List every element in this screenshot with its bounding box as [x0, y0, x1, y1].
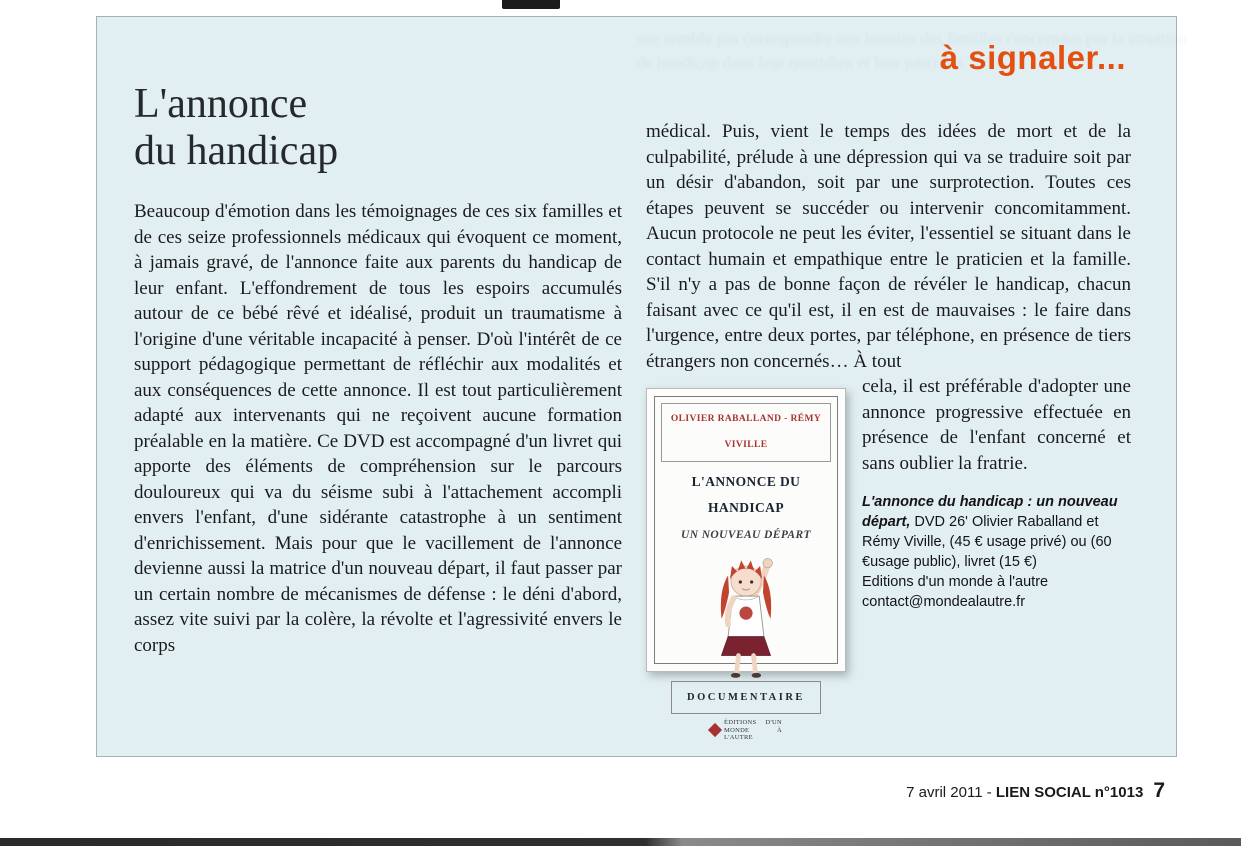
dvd-cover — [646, 388, 846, 741]
caption-details: DVD 26' Olivier Raballand et Rémy Viville, (45 € usage privé) ou (60 €usage public), livret (15 €) — [862, 514, 1112, 570]
publisher-name: ÉDITIONS D'UN MONDE À L'AUTRE — [724, 719, 782, 741]
footer-journal-name: LIEN SOCIAL n°1013 — [995, 784, 1144, 801]
left-column — [134, 199, 622, 658]
dvd-cover-authors: OLIVIER RABALLAND - RÉMY VIVILLE — [661, 403, 831, 462]
body-paragraph-left: Beaucoup d'émotion dans les témoignages de ces six familles et de ces seize professionnels médicaux qui évoquent ce moment, à jamais gravé, de l'annonce faite aux parents du handicap de leur enfant. L'effondrement de tous les espoirs accumulés autour de ce bébé rêvé et idéalisé, produit un traumatisme à l'origine d'une véritable incapacité à penser. D'où l'intérêt de ce support pédagogique permettant de réfléchir aux modalités et aux conséquences de cette annonce. Il est tout particulièrement adapté aux intervenants qui ne reçoivent aucune formation préalable en la matière. Ce DVD est accompagné d'un livret qui apporte des éléments de compréhension sur le parcours douloureux qui va du séisme subi à l'attachement accompli envers l'enfant, d'une sidérante catastrophe à un sentiment d'enrichissement. Mais pour que le vacillement de l'annonce devienne aussi la matrice d'un nouveau départ, il faut passer par un certain nombre de mécanismes de défense : le déni d'abord, assez vite suivi par la colère, la révolte et l'agressivité envers le corps — [134, 201, 622, 656]
right-column — [646, 119, 1131, 741]
body-paragraph-right-1: médical. Puis, vient le temps des idées de mort et de la culpabilité, prélude à une dépression qui va se traduire soit par un désir d'abandon, soit par une surprotection. Toutes ces étapes peuvent se succéder ou intervenir concomitamment. Aucun protocole ne peut les éviter, l'essentiel se situant dans le contact humain et empathique entre le praticien et la famille. S'il n'y a pas de bonne façon de révéler le handicap, chacun faisant avec ce qu'il est, il en est de mauvaises : le faire dans l'urgence, entre deux portes, par téléphone, en présence de tiers étrangers non concernés… À tout — [646, 121, 1131, 372]
dvd-cover-publisher — [710, 719, 782, 742]
caption-contact: contact@mondealautre.fr — [862, 594, 1026, 610]
cover-and-wrap-text — [646, 374, 1131, 741]
dvd-cover-illustration — [692, 549, 800, 681]
article-title — [134, 81, 338, 175]
magazine-page — [96, 16, 1187, 757]
article-title-line1: L'annonce — [134, 81, 308, 127]
body-paragraph-right-2: cela, il est préférable d'adopter une annonce progressive effectuée en présence de l'enfant concerné et sans oublier la fratrie. — [862, 376, 1131, 474]
caption-title: L'annonce du handicap : un nouveau départ, — [862, 494, 1118, 530]
dvd-cover-inner — [654, 396, 838, 741]
caption-publisher: Editions d'un monde à l'autre — [862, 574, 1049, 590]
scan-artifact-top — [502, 0, 560, 9]
section-flag: à signaler... — [939, 39, 1126, 76]
dvd-cover-genre: DOCUMENTAIRE — [671, 681, 821, 715]
scan-artifact-bottom — [0, 838, 1241, 846]
article-title-line2: du handicap — [134, 128, 339, 175]
page-footer — [906, 779, 1165, 803]
publisher-logo-icon — [708, 723, 722, 737]
footer-date: 7 avril 2011 - — [906, 784, 996, 801]
showthrough-artifact: sne semble pas correspondre aux besoins des familles concernées par la situation de handicap dans leur quotidien et leur parcours — [637, 29, 1187, 72]
manga-girl-illustration — [692, 549, 800, 681]
dvd-cover-title: L'ANNONCE DU HANDICAP — [691, 474, 801, 515]
footer-page-number: 7 — [1153, 779, 1165, 802]
dvd-cover-subtitle: UN NOUVEAU DÉPART — [681, 529, 811, 541]
